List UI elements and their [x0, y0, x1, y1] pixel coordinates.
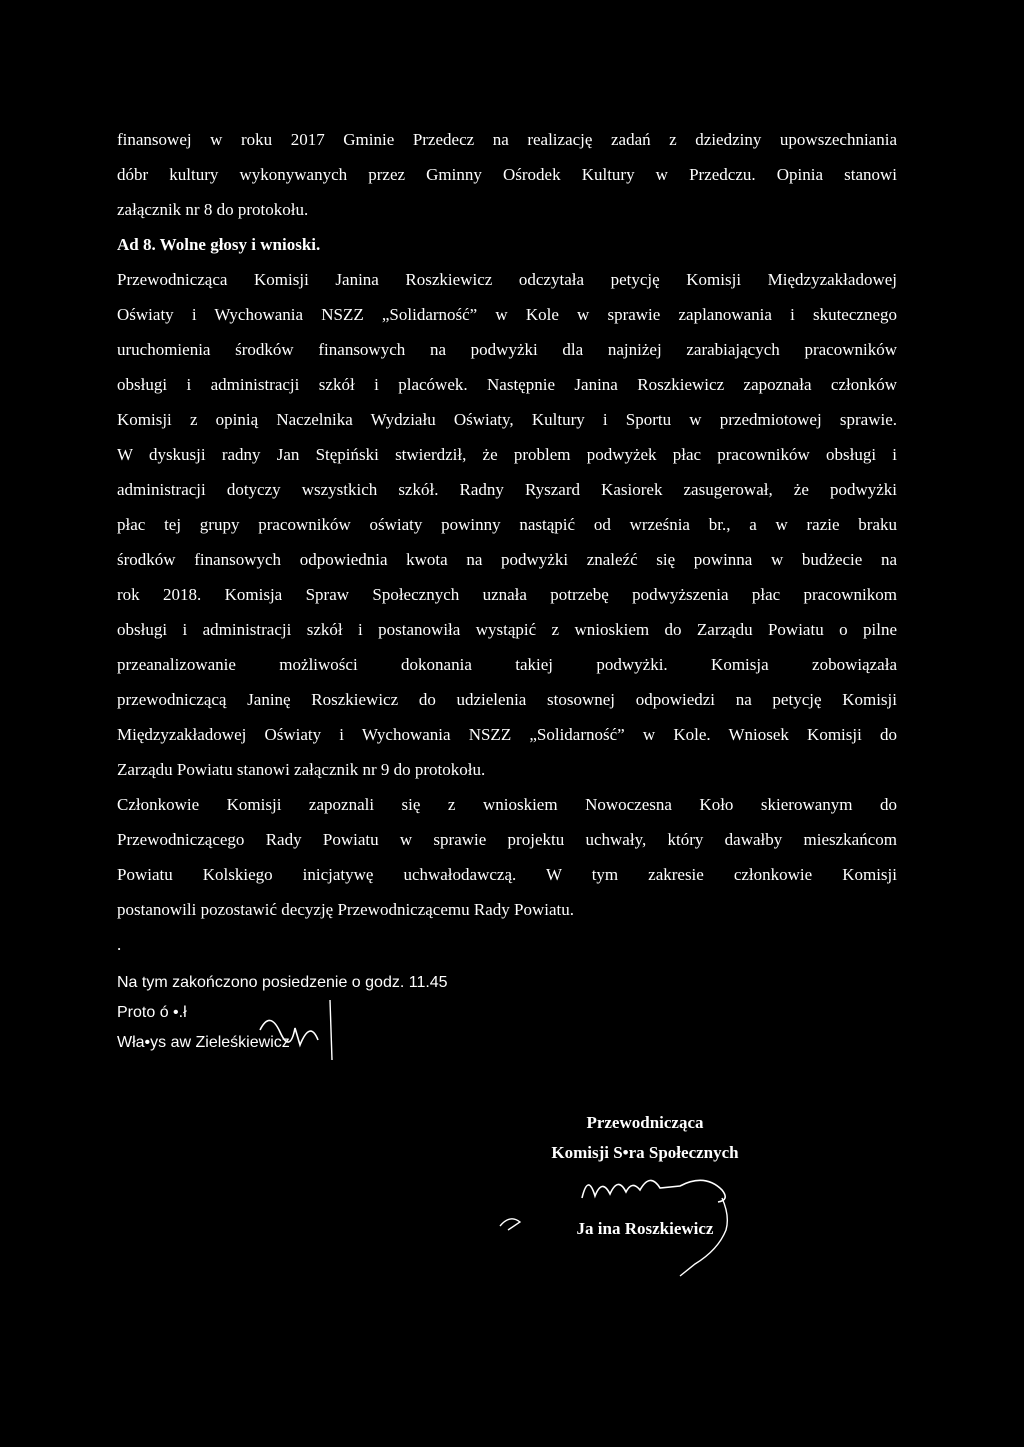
- stray-dot: .: [117, 935, 122, 954]
- text-line: przeanalizowanie możliwości dokonania takiej podwyżki. Komisja zobowiązała: [117, 655, 897, 674]
- text-line: Zarządu Powiatu stanowi załącznik nr 9 do protokołu.: [117, 760, 486, 779]
- text-line: dóbr kultury wykonywanych przez Gminny Ośrodek Kultury w Przedczu. Opinia stanowi: [117, 165, 897, 184]
- text-line: załącznik nr 8 do protokołu.: [117, 200, 309, 219]
- chair-signature: [490, 1168, 750, 1278]
- text-line: środków finansowych odpowiednia kwota na podwyżki znaleźć się powinna w budżecie na: [117, 550, 897, 569]
- text-line: przewodniczącą Janinę Roszkiewicz do udzielenia stosownej odpowiedzi na petycję Komisji: [117, 690, 897, 709]
- text-line: finansowej w roku 2017 Gminie Przedecz na realizację zadań z dziedziny upowszechniania: [117, 130, 897, 149]
- text-line: Komisji z opinią Naczelnika Wydziału Oświaty, Kultury i Sportu w przedmiotowej sprawie.: [117, 410, 897, 429]
- text-line: Członkowie Komisji zapoznali się z wnioskiem Nowoczesna Koło skierowanym do: [117, 795, 897, 814]
- recorder-signature: [240, 1000, 360, 1070]
- text-line: Oświaty i Wychowania NSZZ „Solidarność” w Kole w sprawie zaplanowania i skutecznego: [117, 305, 897, 324]
- text-line: Przewodniczącego Rady Powiatu w sprawie projektu uchwały, który dawałby mieszkańcom: [117, 830, 897, 849]
- text-line: Międzyzakładowej Oświaty i Wychowania NSZZ „Solidarność” w Kole. Wniosek Komisji do: [117, 725, 897, 744]
- text-line: rok 2018. Komisja Spraw Społecznych uznała potrzebę podwyższenia płac pracownikom: [117, 585, 897, 604]
- paragraph-initiative: [117, 787, 897, 927]
- signature-committee: Komisji S•ra Społecznych: [551, 1143, 739, 1162]
- signature-name: Ja ina Roszkiewicz: [576, 1219, 714, 1238]
- protocol-label: Proto ó •.ł: [117, 1004, 187, 1021]
- recorder-name: Wła•ys aw Zieleśkiewicz: [117, 1034, 290, 1051]
- text-line: postanowili pozostawić decyzję Przewodniczącemu Rady Powiatu.: [117, 900, 574, 919]
- section-heading: Ad 8. Wolne głosy i wnioski.: [117, 235, 321, 254]
- paragraph-petition: [117, 262, 897, 787]
- text-line: Powiatu Kolskiego inicjatywę uchwałodawczą. W tym zakresie członkowie Komisji: [117, 865, 897, 884]
- session-end-line: Na tym zakończono posiedzenie o godz. 11.45: [117, 974, 448, 991]
- signature-title: Przewodnicząca: [586, 1113, 704, 1132]
- text-line: płac tej grupy pracowników oświaty powinny nastąpić od września br., a w razie braku: [117, 515, 897, 534]
- text-line: obsługi i administracji szkół i postanowiła wystąpić z wnioskiem do Zarządu Powiatu o pilne: [117, 620, 897, 639]
- text-line: Przewodnicząca Komisji Janina Roszkiewicz odczytała petycję Komisji Międzyzakładowej: [117, 270, 897, 289]
- text-line: W dyskusji radny Jan Stępiński stwierdził, że problem podwyżek płac pracowników obsługi i: [117, 445, 897, 464]
- document-body: [117, 122, 897, 962]
- text-line: obsługi i administracji szkół i placówek. Następnie Janina Roszkiewicz zapoznała członków: [117, 375, 897, 394]
- text-line: uruchomienia środków finansowych na podwyżki dla najniżej zarabiających pracowników: [117, 340, 897, 359]
- text-line: administracji dotyczy wszystkich szkół. Radny Ryszard Kasiorek zasugerował, że podwyżki: [117, 480, 897, 499]
